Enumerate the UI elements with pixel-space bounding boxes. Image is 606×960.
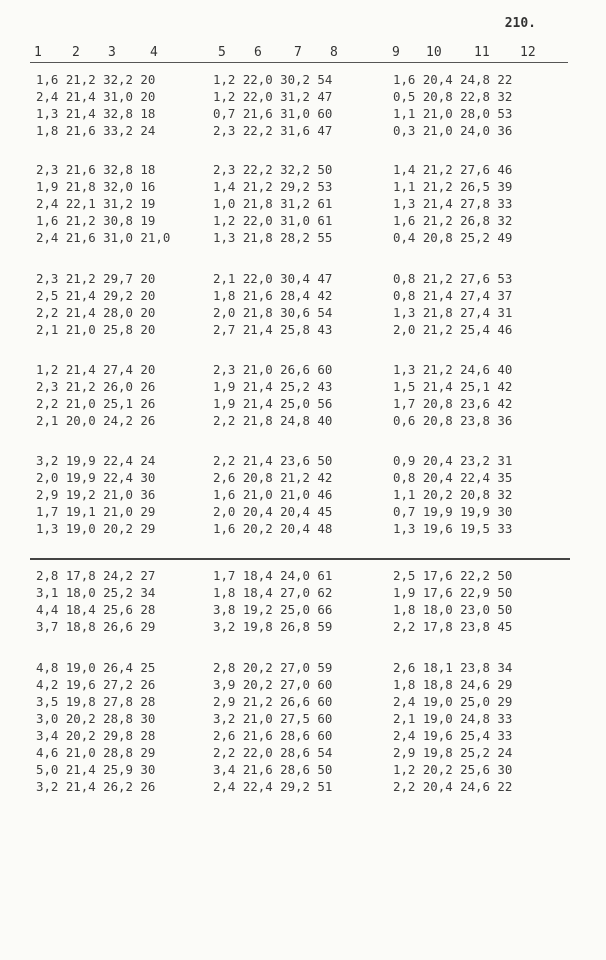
table-cell: 3,7 18,8 26,6 29 <box>36 619 156 634</box>
table-cell: 5,0 21,4 25,9 30 <box>36 762 156 777</box>
table-cell: 2,6 20,8 21,2 42 <box>213 470 333 485</box>
table-cell: 1,7 18,4 24,0 61 <box>213 568 333 583</box>
table-row <box>0 584 606 601</box>
table-cell: 2,1 21,0 25,8 20 <box>36 322 156 337</box>
row-group <box>0 161 606 246</box>
table-cell: 1,8 18,8 24,6 29 <box>393 677 513 692</box>
table-cell: 0,8 21,4 27,4 37 <box>393 288 513 303</box>
table-row <box>0 693 606 710</box>
table-row <box>0 761 606 778</box>
table-cell: 2,5 21,4 29,2 20 <box>36 288 156 303</box>
table-cell: 1,8 18,4 27,0 62 <box>213 585 333 600</box>
table-cell: 3,5 19,8 27,8 28 <box>36 694 156 709</box>
table-cell: 2,3 21,6 32,8 18 <box>36 162 156 177</box>
column-header-row <box>30 45 570 61</box>
table-cell: 1,1 21,2 26,5 39 <box>393 179 513 194</box>
table-cell: 2,3 22,2 32,2 50 <box>213 162 333 177</box>
column-header-2: 2 <box>72 45 80 60</box>
table-cell: 2,0 19,9 22,4 30 <box>36 470 156 485</box>
table-cell: 0,6 20,8 23,8 36 <box>393 413 513 428</box>
table-row <box>0 520 606 537</box>
table-cell: 2,8 17,8 24,2 27 <box>36 568 156 583</box>
table-cell: 3,0 20,2 28,8 30 <box>36 711 156 726</box>
table-row <box>0 88 606 105</box>
table-cell: 2,2 20,4 24,6 22 <box>393 779 513 794</box>
table-row <box>0 676 606 693</box>
column-header-3: 3 <box>108 45 116 60</box>
table-cell: 2,4 21,6 31,0 21,0 <box>36 230 171 245</box>
table-row <box>0 270 606 287</box>
table-cell: 2,9 21,2 26,6 60 <box>213 694 333 709</box>
column-header-11: 11 <box>474 45 490 60</box>
row-group <box>0 71 606 139</box>
table-row <box>0 469 606 486</box>
table-cell: 4,2 19,6 27,2 26 <box>36 677 156 692</box>
table-cell: 1,2 22,0 31,2 47 <box>213 89 333 104</box>
table-row <box>0 105 606 122</box>
table-row <box>0 361 606 378</box>
table-cell: 1,4 21,2 27,6 46 <box>393 162 513 177</box>
column-header-4: 4 <box>150 45 158 60</box>
table-cell: 1,1 21,0 28,0 53 <box>393 106 513 121</box>
column-header-6: 6 <box>254 45 262 60</box>
table-cell: 1,9 17,6 22,9 50 <box>393 585 513 600</box>
table-cell: 1,9 21,4 25,2 43 <box>213 379 333 394</box>
table-row <box>0 778 606 795</box>
table-cell: 1,6 21,2 26,8 32 <box>393 213 513 228</box>
table-row <box>0 287 606 304</box>
table-cell: 2,2 21,4 28,0 20 <box>36 305 156 320</box>
table-cell: 1,8 21,6 28,4 42 <box>213 288 333 303</box>
table-cell: 2,0 21,8 30,6 54 <box>213 305 333 320</box>
table-row <box>0 395 606 412</box>
table-cell: 3,9 20,2 27,0 60 <box>213 677 333 692</box>
table-cell: 3,4 20,2 29,8 28 <box>36 728 156 743</box>
table-cell: 1,2 22,0 30,2 54 <box>213 72 333 87</box>
header-rule <box>30 62 568 63</box>
table-cell: 2,7 21,4 25,8 43 <box>213 322 333 337</box>
table-cell: 2,3 22,2 31,6 47 <box>213 123 333 138</box>
table-cell: 1,6 20,4 24,8 22 <box>393 72 513 87</box>
table-cell: 3,8 19,2 25,0 66 <box>213 602 333 617</box>
table-row <box>0 122 606 139</box>
table-row <box>0 486 606 503</box>
table-row <box>0 567 606 584</box>
table-cell: 0,9 20,4 23,2 31 <box>393 453 513 468</box>
table-cell: 1,3 21,8 28,2 55 <box>213 230 333 245</box>
table-cell: 1,2 20,2 25,6 30 <box>393 762 513 777</box>
table-row <box>0 601 606 618</box>
table-cell: 2,0 20,4 20,4 45 <box>213 504 333 519</box>
table-row <box>0 744 606 761</box>
row-group <box>0 361 606 429</box>
table-cell: 1,5 21,4 25,1 42 <box>393 379 513 394</box>
table-cell: 2,2 21,8 24,8 40 <box>213 413 333 428</box>
table-row <box>0 618 606 635</box>
table-row <box>0 727 606 744</box>
table-cell: 1,8 21,6 33,2 24 <box>36 123 156 138</box>
table-cell: 2,3 21,2 29,7 20 <box>36 271 156 286</box>
table-cell: 4,8 19,0 26,4 25 <box>36 660 156 675</box>
row-group <box>0 567 606 635</box>
table-cell: 2,2 17,8 23,8 45 <box>393 619 513 634</box>
column-header-12: 12 <box>520 45 536 60</box>
column-header-5: 5 <box>218 45 226 60</box>
table-cell: 2,3 21,2 26,0 26 <box>36 379 156 394</box>
row-group <box>0 270 606 338</box>
table-cell: 1,7 20,8 23,6 42 <box>393 396 513 411</box>
table-cell: 2,6 18,1 23,8 34 <box>393 660 513 675</box>
table-cell: 1,7 19,1 21,0 29 <box>36 504 156 519</box>
table-row <box>0 659 606 676</box>
table-cell: 3,1 18,0 25,2 34 <box>36 585 156 600</box>
table-cell: 1,2 22,0 31,0 61 <box>213 213 333 228</box>
table-cell: 2,4 21,4 31,0 20 <box>36 89 156 104</box>
table-cell: 1,9 21,8 32,0 16 <box>36 179 156 194</box>
column-header-10: 10 <box>426 45 442 60</box>
table-row <box>0 503 606 520</box>
row-group <box>0 452 606 537</box>
column-header-9: 9 <box>392 45 400 60</box>
page-number: 210. <box>504 16 536 31</box>
table-cell: 2,9 19,8 25,2 24 <box>393 745 513 760</box>
table-cell: 2,4 22,1 31,2 19 <box>36 196 156 211</box>
table-cell: 2,3 21,0 26,6 60 <box>213 362 333 377</box>
table-cell: 0,7 21,6 31,0 60 <box>213 106 333 121</box>
table-cell: 0,8 20,4 22,4 35 <box>393 470 513 485</box>
table-cell: 1,0 21,8 31,2 61 <box>213 196 333 211</box>
table-cell: 2,4 19,6 25,4 33 <box>393 728 513 743</box>
table-cell: 2,1 22,0 30,4 47 <box>213 271 333 286</box>
table-cell: 3,2 19,9 22,4 24 <box>36 453 156 468</box>
table-cell: 0,4 20,8 25,2 49 <box>393 230 513 245</box>
table-cell: 2,6 21,6 28,6 60 <box>213 728 333 743</box>
table-row <box>0 178 606 195</box>
table-cell: 1,6 21,2 32,2 20 <box>36 72 156 87</box>
table-cell: 2,4 19,0 25,0 29 <box>393 694 513 709</box>
table-cell: 3,2 19,8 26,8 59 <box>213 619 333 634</box>
table-cell: 0,3 21,0 24,0 36 <box>393 123 513 138</box>
table-cell: 1,3 21,4 32,8 18 <box>36 106 156 121</box>
table-row <box>0 304 606 321</box>
table-cell: 0,5 20,8 22,8 32 <box>393 89 513 104</box>
section-separator-rule <box>30 558 570 560</box>
table-cell: 2,8 20,2 27,0 59 <box>213 660 333 675</box>
table-cell: 4,4 18,4 25,6 28 <box>36 602 156 617</box>
table-cell: 1,3 21,2 24,6 40 <box>393 362 513 377</box>
table-row <box>0 71 606 88</box>
table-cell: 2,4 22,4 29,2 51 <box>213 779 333 794</box>
table-cell: 2,2 21,4 23,6 50 <box>213 453 333 468</box>
column-header-1: 1 <box>34 45 42 60</box>
table-row <box>0 229 606 246</box>
table-cell: 2,9 19,2 21,0 36 <box>36 487 156 502</box>
table-cell: 1,3 19,6 19,5 33 <box>393 521 513 536</box>
table-cell: 3,2 21,0 27,5 60 <box>213 711 333 726</box>
table-cell: 1,6 21,0 21,0 46 <box>213 487 333 502</box>
table-row <box>0 195 606 212</box>
column-header-8: 8 <box>330 45 338 60</box>
table-cell: 1,1 20,2 20,8 32 <box>393 487 513 502</box>
table-row <box>0 378 606 395</box>
table-cell: 1,3 19,0 20,2 29 <box>36 521 156 536</box>
table-cell: 3,2 21,4 26,2 26 <box>36 779 156 794</box>
table-cell: 1,3 21,8 27,4 31 <box>393 305 513 320</box>
table-row <box>0 452 606 469</box>
table-cell: 2,1 20,0 24,2 26 <box>36 413 156 428</box>
table-cell: 1,9 21,4 25,0 56 <box>213 396 333 411</box>
table-cell: 1,8 18,0 23,0 50 <box>393 602 513 617</box>
table-row <box>0 710 606 727</box>
table-cell: 1,4 21,2 29,2 53 <box>213 179 333 194</box>
table-cell: 1,2 21,4 27,4 20 <box>36 362 156 377</box>
row-group <box>0 659 606 795</box>
table-cell: 3,4 21,6 28,6 50 <box>213 762 333 777</box>
table-row <box>0 161 606 178</box>
table-cell: 2,2 21,0 25,1 26 <box>36 396 156 411</box>
table-cell: 2,5 17,6 22,2 50 <box>393 568 513 583</box>
table-row <box>0 212 606 229</box>
column-header-7: 7 <box>294 45 302 60</box>
table-cell: 1,3 21,4 27,8 33 <box>393 196 513 211</box>
table-cell: 1,6 20,2 20,4 48 <box>213 521 333 536</box>
table-cell: 2,1 19,0 24,8 33 <box>393 711 513 726</box>
table-cell: 2,2 22,0 28,6 54 <box>213 745 333 760</box>
table-cell: 2,0 21,2 25,4 46 <box>393 322 513 337</box>
table-cell: 0,8 21,2 27,6 53 <box>393 271 513 286</box>
table-cell: 4,6 21,0 28,8 29 <box>36 745 156 760</box>
table-row <box>0 412 606 429</box>
table-row <box>0 321 606 338</box>
table-cell: 1,6 21,2 30,8 19 <box>36 213 156 228</box>
table-cell: 0,7 19,9 19,9 30 <box>393 504 513 519</box>
